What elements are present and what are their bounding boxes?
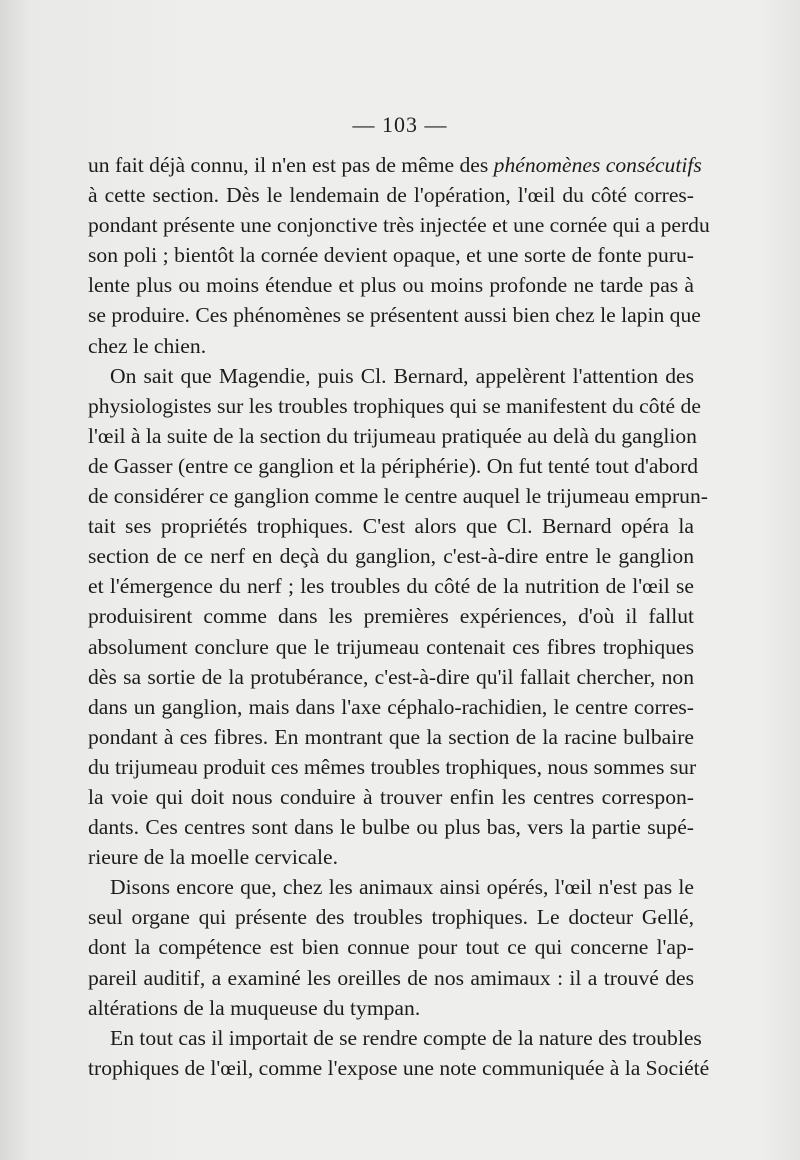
body-text (88, 150, 710, 1083)
paragraph-2 (88, 361, 708, 873)
text-line: pareil auditif, a examiné les oreilles de nos amimaux : il a trouvé des (88, 965, 694, 990)
text-line: En tout cas il importait de se rendre compte de la nature des troubles (110, 1025, 702, 1050)
text-line: On sait que Magendie, puis Cl. Bernard, appelèrent l'attention des (110, 363, 694, 388)
text-line: pondant présente une conjonctive très injectée et une cornée qui a perdu (88, 213, 710, 238)
text-line: chez le chien. (88, 333, 207, 358)
text-line: Disons encore que, chez les animaux ainsi opérés, l'œil n'est pas le (110, 875, 694, 900)
text-line: dont la compétence est bien connue pour tout ce qui concerne l'ap- (88, 935, 694, 960)
text-line: du trijumeau produit ces mêmes troubles trophiques, nous sommes sur (88, 754, 697, 779)
text-line: section de ce nerf en deçà du ganglion, c'est-à-dire entre le ganglion (88, 544, 694, 569)
text-line: l'œil à la suite de la section du trijumeau pratiquée au delà du ganglion (88, 423, 697, 448)
paragraph-3 (88, 872, 694, 1022)
paragraph-1 (88, 150, 710, 361)
text-line: de Gasser (entre ce ganglion et la périphérie). On fut tenté tout d'abord (88, 453, 699, 478)
text-line: dants. Ces centres sont dans le bulbe ou plus bas, vers la partie supé- (88, 815, 694, 840)
text-line: physiologistes sur les troubles trophiques qui se manifestent du côté de (88, 393, 701, 418)
emphasis-text: phénomènes consécutifs (493, 153, 702, 177)
page-number: — 103 — (352, 112, 448, 137)
text-line: à cette section. Dès le lendemain de l'opération, l'œil du côté corres- (88, 183, 694, 208)
text-line: se produire. Ces phénomènes se présentent aussi bien chez le lapin que (88, 303, 701, 328)
text-line: altérations de la muqueuse du tympan. (88, 995, 421, 1020)
text-line: dès sa sortie de la protubérance, c'est-à-dire qu'il fallait chercher, non (88, 664, 694, 689)
text-line: un fait déjà connu, il n'en est pas de même des phénomènes consécutifs (88, 153, 702, 177)
text-line: et l'émergence du nerf ; les troubles du côté de la nutrition de l'œil se (88, 574, 694, 599)
text-line: tait ses propriétés trophiques. C'est alors que Cl. Bernard opéra la (88, 514, 694, 539)
paragraph-4 (88, 1023, 710, 1083)
text-line: pondant à ces fibres. En montrant que la section de la racine bulbaire (88, 724, 694, 749)
text-line: absolument conclure que le trijumeau contenait ces fibres trophiques (88, 634, 694, 659)
text-line: trophiques de l'œil, comme l'expose une note communiquée à la Société (88, 1055, 710, 1080)
text-line: dans un ganglion, mais dans l'axe céphalo-rachidien, le centre corres- (88, 694, 694, 719)
text-line: seul organe qui présente des troubles trophiques. Le docteur Gellé, (88, 905, 694, 930)
text-line: la voie qui doit nous conduire à trouver enfin les centres correspon- (88, 784, 694, 809)
text-line: rieure de la moelle cervicale. (88, 845, 338, 870)
text-line: lente plus ou moins étendue et plus ou moins profonde ne tarde pas à (88, 273, 694, 298)
text-line: son poli ; bientôt la cornée devient opaque, et une sorte de fonte puru- (88, 243, 694, 268)
text-line: de considérer ce ganglion comme le centre auquel le trijumeau emprun- (88, 484, 708, 509)
text-line: produisirent comme dans les premières expériences, d'où il fallut (88, 604, 694, 629)
